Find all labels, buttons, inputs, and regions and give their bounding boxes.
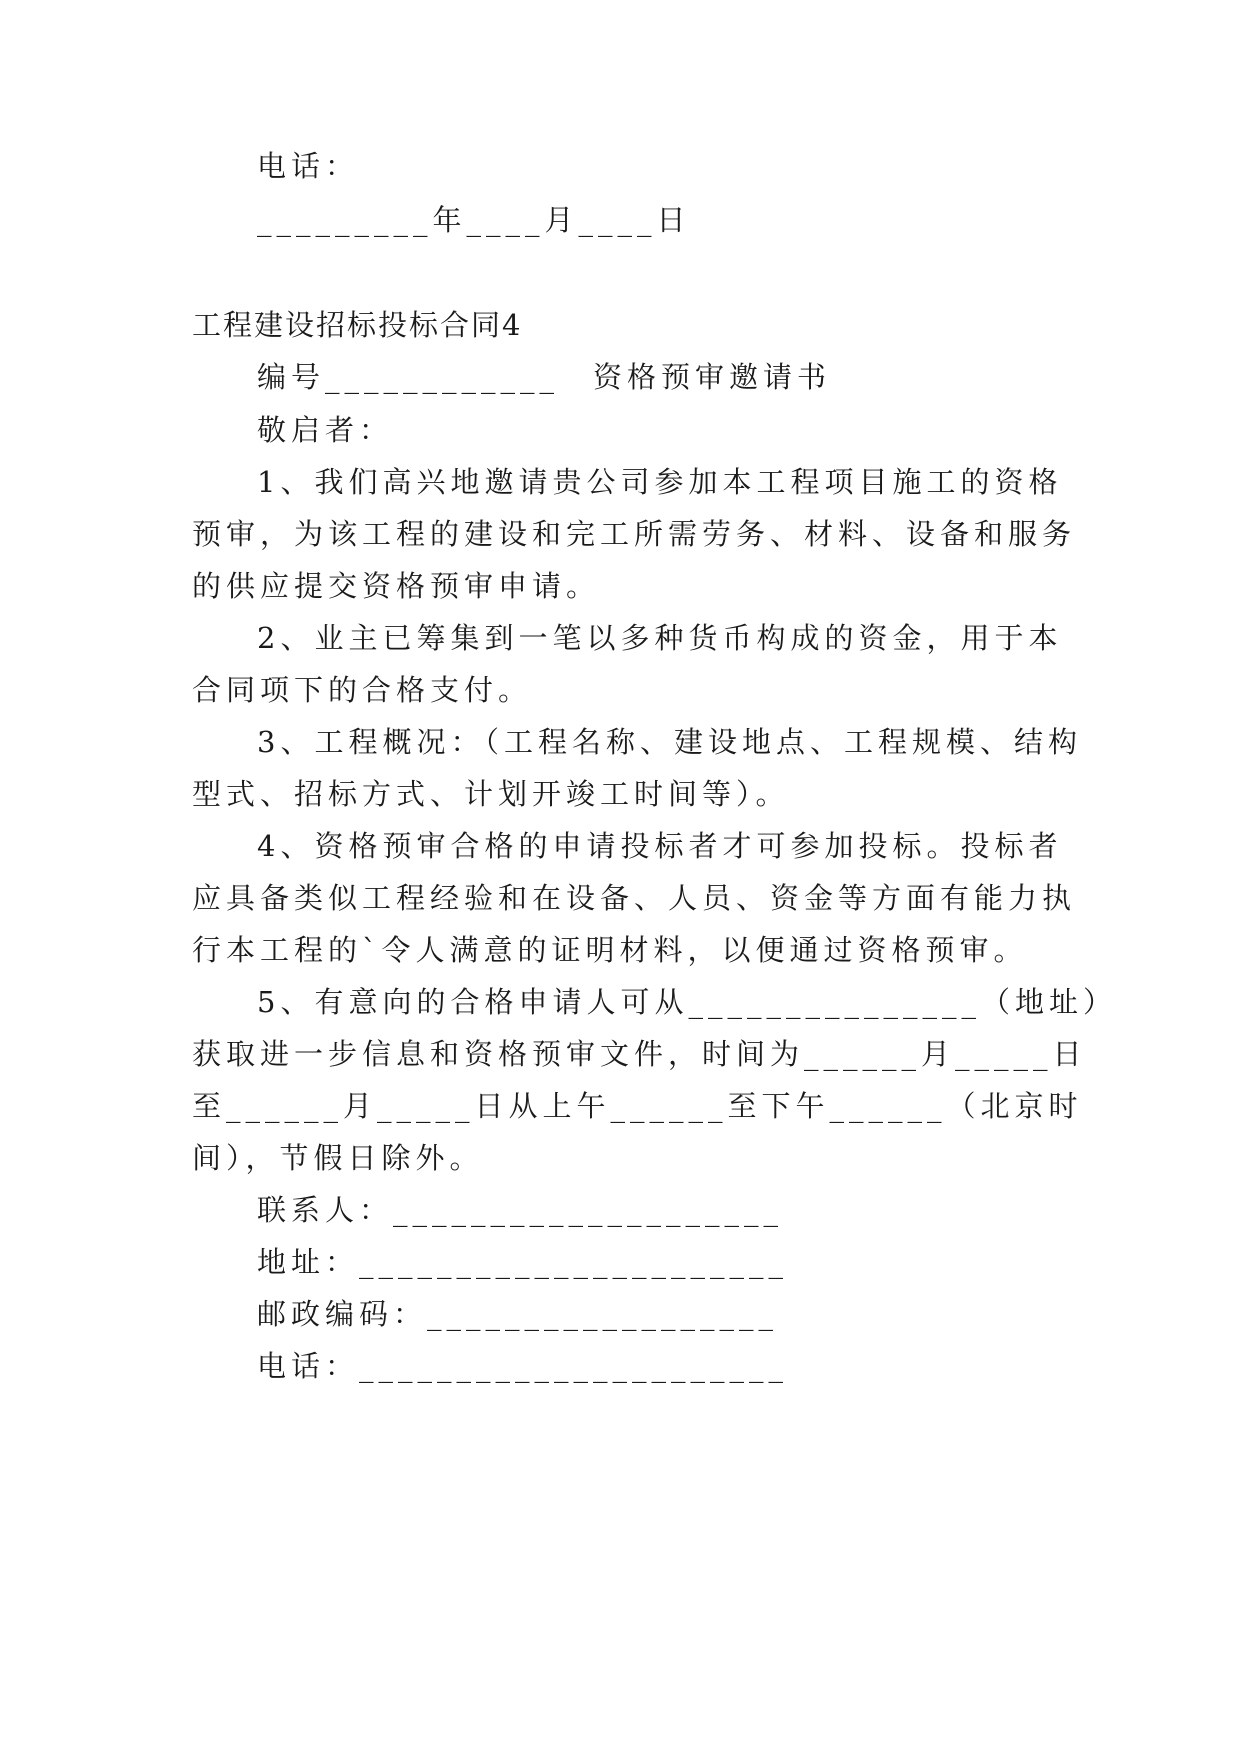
section-title: 工程建设招标投标合同4 — [192, 308, 523, 342]
paragraph-2-line-1: 2、业主已筹集到一笔以多种货币构成的资金，用于本 — [257, 621, 1063, 655]
phone-line: 电话：______________________ — [257, 1349, 789, 1383]
paragraph-1-line-1: 1、我们高兴地邀请贵公司参加本工程项目施工的资格 — [257, 465, 1063, 499]
paragraph-3-line-2: 型式、招标方式、计划开竣工时间等）。 — [192, 777, 790, 811]
paragraph-3-line-1: 3、工程概况：（工程名称、建设地点、工程规模、结构 — [257, 725, 1082, 759]
salutation: 敬启者： — [257, 413, 394, 447]
serial-line: 编号____________ 资格预审邀请书 — [257, 360, 832, 394]
address-line: 地址：______________________ — [257, 1245, 789, 1279]
postal-code-line: 邮政编码：__________________ — [257, 1297, 779, 1331]
paragraph-5-line-2: 获取进一步信息和资格预审文件，时间为______月_____日 — [192, 1037, 1087, 1071]
paragraph-2-line-2: 合同项下的合格支付。 — [192, 673, 533, 707]
top-date-line: _________年____月____日 — [257, 203, 691, 237]
paragraph-4-line-1: 4、资格预审合格的申请投标者才可参加投标。投标者 — [257, 829, 1063, 863]
paragraph-5-line-3: 至______月_____日从上午______至下午______（北京时 — [192, 1089, 1083, 1123]
paragraph-4-line-2: 应具备类似工程经验和在设备、人员、资金等方面有能力执 — [192, 881, 1077, 915]
top-phone-label: 电话： — [257, 149, 360, 183]
paragraph-5-line-4: 间），节假日除外。 — [192, 1141, 484, 1175]
paragraph-1-line-3: 的供应提交资格预审申请。 — [192, 569, 601, 603]
paragraph-5-line-1: 5、有意向的合格申请人可从_______________（地址） — [257, 985, 1117, 1019]
paragraph-4-line-3: 行本工程的`令人满意的证明材料，以便通过资格预审。 — [192, 933, 1028, 967]
contact-person-line: 联系人：____________________ — [257, 1193, 784, 1227]
paragraph-1-line-2: 预审，为该工程的建设和完工所需劳务、材料、设备和服务 — [192, 517, 1077, 551]
